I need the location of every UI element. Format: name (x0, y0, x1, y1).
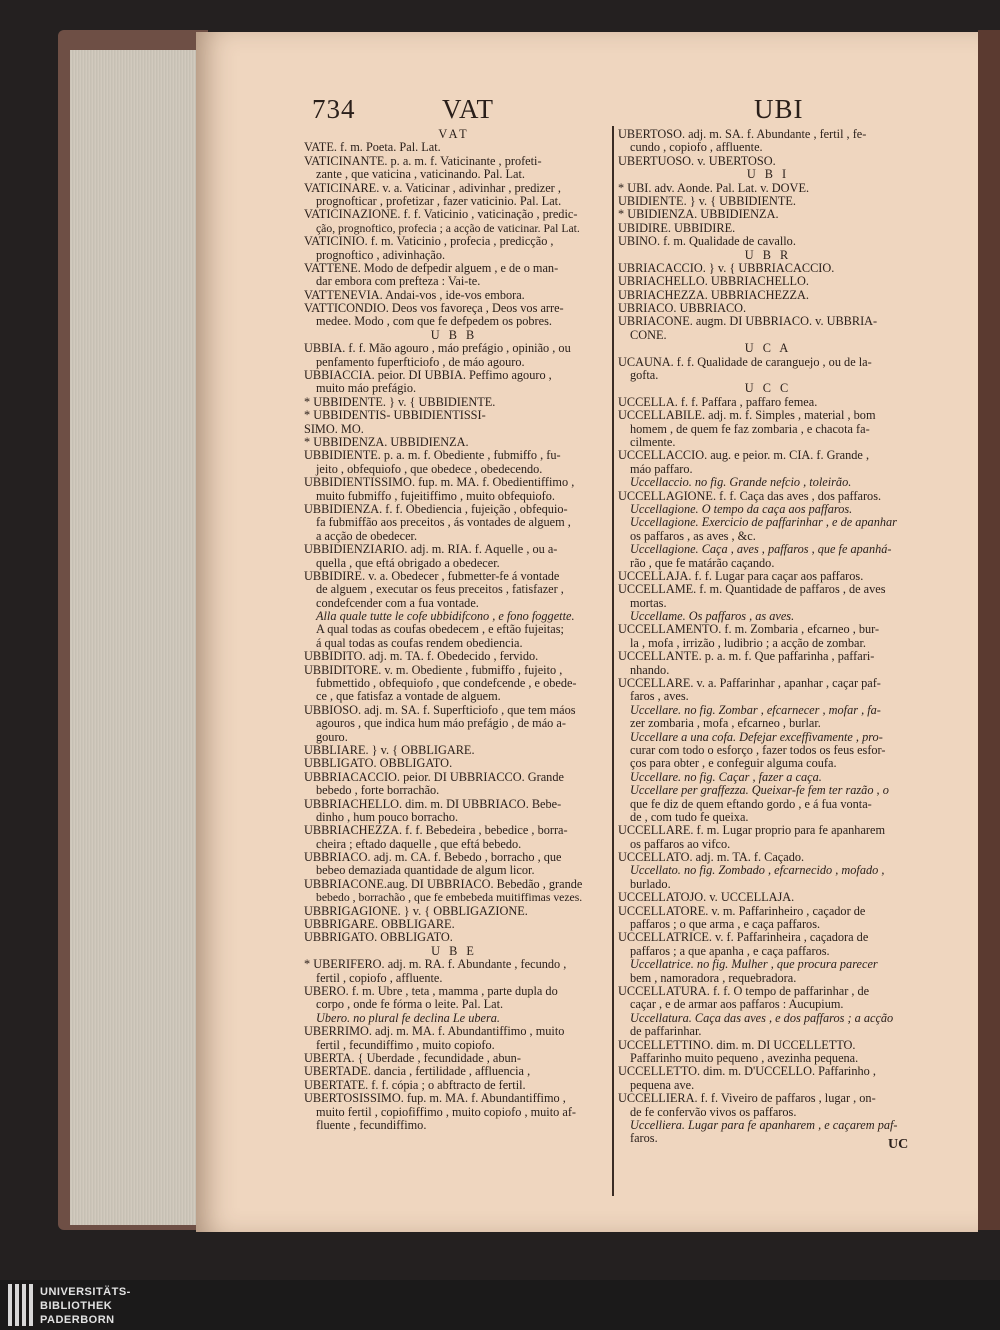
entry-line: muito máo prefágio. (316, 382, 417, 396)
entry-line: UBBIOSO. adj. m. SA. f. Superfticiofo , que tem máos (304, 703, 576, 717)
entry-line: bebedo , forte borrachão. (316, 784, 440, 798)
entry-line: UBBIDIENZIARIO. adj. m. RIA. f. Aquelle , ou a- (304, 543, 558, 557)
entry-line: bebedo , borrachão , que fe embebeda muitiffimas vezes. (316, 891, 583, 905)
entry-line: UCCELLETTINO. dim. m. DI UCCELLETTO. (618, 1038, 856, 1052)
running-head-left: VAT (442, 94, 495, 124)
entry-line: SIMO. MO. (304, 422, 364, 436)
entry-line: dar embora com prefteza : Vai-te. (316, 275, 481, 289)
entry-line: ços para obter , e confeguir alguma coufa. (630, 757, 837, 771)
entry-line: UBBRIACACCIO. peior. DI UBBRIACCO. Grande (304, 770, 564, 784)
entry-line: UCCELLABILE. adj. m. f. Simples , material , bom (618, 409, 876, 423)
entry-line: UCCELLARE. f. m. Lugar proprio para fe apanharem (618, 824, 886, 838)
entry-line: ce , que fatisfaz a vontade de alguem. (316, 690, 501, 704)
entry-line: mortas. (630, 596, 667, 610)
entry-line: UBBIDIRE. v. a. Obedecer , fubmetter-fe á vontade (304, 569, 560, 583)
entry-line: á qual todas as coufas rendem obediencia. (316, 636, 523, 650)
entry-line: UBERTUOSO. v. UBERTOSO. (618, 154, 776, 168)
entry-line: zante , que vaticina , vaticinando. Pal. Lat. (316, 168, 525, 182)
entry-line: * UBERIFERO. adj. m. RA. f. Abundante , fecundo , (304, 958, 567, 972)
entry-line: UBRIACO. UBBRIACO. (618, 302, 747, 316)
entry-line: UBBRIACHEZZA. f. f. Bebedeira , bebedice , borra- (304, 824, 568, 838)
catchword: UC (888, 1137, 909, 1152)
entry-line: bebeo demaziada quantidade de algum licor. (316, 864, 535, 878)
entry-line: * UBBIDENZA. UBBIDIENZA. (304, 435, 469, 449)
entry-line: Uccellare. no fig. Zombar , efcarnecer , mofar , fa- (630, 703, 881, 717)
entry-line: UBBRIACO. adj. m. CA. f. Bebedo , borracho , que (304, 851, 562, 865)
entry-line: UCCELLIERA. f. f. Viveiro de paffaros , lugar , on- (618, 1092, 876, 1106)
entry-line: faros , aves. (630, 690, 689, 704)
section-heading: U B I (746, 168, 790, 182)
entry-line: nhando. (630, 663, 670, 677)
entry-line: UBBRIGARE. OBBLIGARE. (304, 918, 455, 932)
entry-line: VATICINARE. v. a. Vaticinar , adivinhar , predizer , (304, 181, 561, 195)
entry-line: de fe confervão vivos os paffaros. (630, 1105, 797, 1119)
entry-line: Uccellare. no fig. Caçar , fazer a caça. (630, 770, 822, 784)
entry-line: UBIDIRE. UBBIDIRE. (618, 221, 736, 235)
section-heading: VAT (438, 128, 470, 141)
entry-line: UCCELLETTO. dim. m. D'UCCELLO. Paffarinho , (618, 1065, 876, 1079)
library-logo-icon (8, 1284, 34, 1326)
entry-line: os paffaros ao vifco. (630, 837, 731, 851)
entry-line: caçar , e de armar aos paffaros : Aucupium. (630, 998, 844, 1012)
entry-line: UCAUNA. f. f. Qualidade de caranguejo , ou de la- (618, 355, 872, 369)
entry-line: UCCELLAMENTO. f. m. Zombaria , efcarneo , bur- (618, 623, 880, 637)
entry-line: Ubero. no plural fe declina Le ubera. (316, 1011, 500, 1025)
entry-line: UCCELLATOJO. v. UCCELLAJA. (618, 891, 795, 905)
entry-line: UBERTA. { Uberdade , fecundidade , abun- (304, 1051, 521, 1065)
entry-line: UCCELLACCIO. aug. e peior. m. CIA. f. Grande , (618, 449, 870, 463)
entry-line: pequena ave. (630, 1078, 695, 1092)
entry-line: paffaros ; a que apanha , e caça paffaros. (630, 944, 830, 958)
left-column (304, 128, 604, 1132)
library-name-line3: PADERBORN (40, 1314, 115, 1326)
entry-line: Alla quale tutte le cofe ubbidifcono , e fono foggette. (316, 610, 575, 624)
library-name-line2: BIBLIOTHEK (40, 1300, 113, 1312)
entry-line: UCCELLANTE. p. a. m. f. Que paffarinha , paffari- (618, 650, 875, 664)
entry-line: UCCELLATORE. v. m. Paffarinheiro , caçador de (618, 904, 866, 918)
entry-line: gofta. (630, 369, 659, 383)
entry-line: VATTENEVIA. Andai-vos , ide-vos embora. (304, 288, 525, 302)
entry-line: zer zombaria , mofa , efcarneo , burlar. (630, 717, 821, 731)
entry-line: rão , que fe matárão caçando. (630, 556, 775, 570)
entry-line: UBBIACCIA. peior. DI UBBIA. Peffimo agouro , (304, 369, 552, 383)
entry-line: curar com todo o esforço , fazer todos os feus esfor- (630, 743, 886, 757)
entry-line: de , com tudo fe queixa. (630, 810, 749, 824)
entry-line: UBERTADE. dancia , fertilidade , affluencia , (304, 1065, 531, 1079)
dictionary-page (196, 32, 978, 1232)
entry-line: dinho , hum pouco borracho. (316, 810, 459, 824)
entry-line: UBBLIGATO. OBBLIGATO. (304, 757, 453, 771)
entry-line: homem , de quem fe faz zombaria , e chacota fa- (630, 422, 870, 436)
entry-line: UCCELLAME. f. m. Quantidade de paffaros , de aves (618, 583, 886, 597)
entry-line: fluente , fecundiffimo. (316, 1118, 427, 1132)
entry-line: que fe diz de quem eftando gordo , e á fua vonta- (630, 797, 872, 811)
entry-line: UBBIDITORE. v. m. Obediente , fubmiffo , fujeito , (304, 663, 563, 677)
library-footer (0, 1280, 1000, 1330)
running-head-right: UBI (754, 94, 804, 124)
entry-line: Uccelliera. Lugar para fe apanharem , e caçarem paf- (630, 1118, 898, 1132)
entry-line: * UBI. adv. Aonde. Pal. Lat. v. DOVE. (618, 181, 810, 195)
entry-line: de paffarinhar. (630, 1025, 702, 1039)
entry-line: muito fubmiffo , fujeitiffimo , muito obfequiofo. (316, 489, 555, 503)
entry-line: VATE. f. m. Poeta. Pal. Lat. (304, 141, 441, 155)
section-heading: U B R (744, 248, 792, 262)
entry-line: os paffaros , as aves , &c. (630, 529, 756, 543)
entry-line: ção, prognoftico, profecia ; a acção de vaticinar. Pal Lat. (316, 221, 580, 235)
entry-line: Uccellame. Os paffaros , as aves. (630, 610, 795, 624)
entry-line: UBINO. f. m. Qualidade de cavallo. (618, 235, 796, 249)
entry-line: cundo , copiofo , affluente. (630, 141, 763, 155)
entry-line: UBBIDITO. adj. m. TA. f. Obedecido , fervido. (304, 650, 539, 664)
entry-line: * UBBIDENTE. } v. { UBBIDIENTE. (304, 395, 496, 409)
entry-line: prognoftico , adivinhação. (316, 248, 446, 262)
entry-line: condefcender com a fua vontade. (316, 596, 479, 610)
entry-line: cilmente. (630, 435, 676, 449)
section-heading: U C A (744, 342, 792, 356)
entry-line: A qual todas as coufas obedecem , e eftão fujeitas; (316, 623, 564, 637)
entry-line: máo paffaro. (630, 462, 693, 476)
entry-line: Uccellagione. Caça , aves , paffaros , que fe apanhá- (630, 543, 892, 557)
entry-line: Uccellare a una cofa. Defejar exceffivamente , pro- (630, 730, 883, 744)
right-column (618, 128, 918, 1146)
entry-line: UBIDIENTE. } v. { UBBIDIENTE. (618, 194, 797, 208)
entry-line: UBERTOSO. adj. m. SA. f. Abundante , fertil , fe- (618, 128, 867, 141)
entry-line: Uccellatrice. no fig. Mulher , que procura parecer (630, 958, 878, 972)
entry-line: paffaros ; o que arma , e caça paffaros. (630, 918, 821, 932)
entry-line: Uccellaccio. no fig. Grande nefcio , toleirão. (630, 476, 852, 490)
entry-line: UBRIACHELLO. UBBRIACHELLO. (618, 275, 809, 289)
entry-line: Uccellato. no fig. Zombado , efcarnecido , mofado , (630, 864, 885, 878)
entry-line: bem , namoradora , requebradora. (630, 971, 797, 985)
entry-line: UBRIACHEZZA. UBBRIACHEZZA. (618, 288, 809, 302)
entry-line: agouros , que indica hum máo prefágio , de máo a- (316, 717, 566, 731)
page-number: 734 (312, 94, 356, 124)
entry-line: medee. Modo , com que fe defpedem os pobres. (316, 315, 552, 329)
entry-line: fertil , copiofo , affluente. (316, 971, 443, 985)
page-edges (70, 50, 198, 1225)
entry-line: UBERTOSISSIMO. fup. m. MA. f. Abundantiffimo , (304, 1092, 566, 1106)
entry-line: UCCELLATO. adj. m. TA. f. Caçado. (618, 851, 805, 865)
entry-line: UBRIACONE. augm. DI UBBRIACO. v. UBBRIA- (618, 315, 878, 329)
entry-line: UBBRIACONE.aug. DI UBBRIACO. Bebedão , grande (304, 877, 583, 891)
entry-line: UBBIDIENTE. p. a. m. f. Obediente , fubmiffo , fu- (304, 449, 561, 463)
entry-line: UBBLIARE. } v. { OBBLIGARE. (304, 743, 475, 757)
entry-line: VATICINIO. f. m. Vaticinio , profecia , predicção , (304, 235, 554, 249)
entry-line: prognofticar , profetizar , fazer vaticinio. Pal. Lat. (316, 194, 562, 208)
column-rule (612, 126, 614, 1196)
entry-line: UCCELLATRICE. v. f. Paffarinheira , caçadora de (618, 931, 869, 945)
entry-line: UBRIACACCIO. } v. { UBBRIACACCIO. (618, 261, 835, 275)
entry-line: corpo , onde fe fórma o leite. Pal. Lat. (316, 998, 504, 1012)
entry-line: VATTICONDIO. Deos vos favoreça , Deos vos arre- (304, 302, 564, 316)
entry-line: a acção de obedecer. (316, 529, 418, 543)
entry-line: faros. (630, 1132, 658, 1146)
entry-line: UBBIA. f. f. Mão agouro , máo prefágio , opinião , ou (304, 342, 571, 356)
entry-line: Uccellagione. O tempo da caça aos paffaros. (630, 502, 853, 516)
entry-line: UBERTATE. f. f. cópia ; o abftracto de fertil. (304, 1078, 526, 1092)
entry-line: UCCELLA. f. f. Paffara , paffaro femea. (618, 395, 818, 409)
entry-line: VATTENE. Modo de defpedir alguem , e de o man- (304, 261, 559, 275)
entry-line: UBERRIMO. adj. m. MA. f. Abundantiffimo , muito (304, 1025, 565, 1039)
entry-line: UCCELLAJA. f. f. Lugar para caçar aos paffaros. (618, 569, 864, 583)
entry-line: gouro. (316, 730, 348, 744)
entry-line: burlado. (630, 877, 671, 891)
section-heading: U B B (430, 328, 478, 342)
entry-line: jeito , obfequiofo , que obedece , obedecendo. (316, 462, 543, 476)
entry-line: VATICINANTE. p. a. m. f. Vaticinante , profeti- (304, 154, 542, 168)
entry-line: Uccellare per graffezza. Queixar-fe fem ter razão , o (630, 784, 889, 798)
next-page-edge (978, 30, 1000, 1230)
entry-line: UCCELLARE. v. a. Paffarinhar , apanhar , caçar paf- (618, 677, 881, 691)
entry-line: UCCELLAGIONE. f. f. Caça das aves , dos paffaros. (618, 489, 882, 503)
entry-line: UBBRIACHELLO. dim. m. DI UBBRIACO. Bebe- (304, 797, 562, 811)
entry-line: penfamento fuperfticiofo , de máo agouro. (316, 355, 525, 369)
entry-line: UBERO. f. m. Ubre , teta , mamma , parte dupla do (304, 985, 558, 998)
entry-line: UBBIDIENTISSIMO. fup. m. MA. f. Obedientiffimo , (304, 476, 575, 490)
section-heading: U C C (744, 382, 792, 396)
entry-line: Paffarinho muito pequeno , avezinha pequena. (630, 1051, 859, 1065)
entry-line: fertil , fecundiffimo , muito copiofo. (316, 1038, 495, 1052)
entry-line: UCCELLATURA. f. f. O tempo de paffarinhar , de (618, 985, 870, 998)
entry-line: fubmettido , obfequiofo , que condefcende , e obede- (316, 677, 577, 691)
entry-line: cheira ; eftado daquelle , que eftá bebedo. (316, 837, 522, 851)
entry-line: fa fubmiffão aos preceitos , ás vontades de alguem , (316, 516, 571, 530)
entry-line: UBBRIGAGIONE. } v. { OBBLIGAZIONE. (304, 904, 528, 918)
entry-line: * UBBIDENTIS- UBBIDIENTISSI- (304, 409, 486, 423)
entry-line: de alguem , executar os feus preceitos , fatisfazer , (316, 583, 564, 597)
entry-line: UBBRIGATO. OBBLIGATO. (304, 931, 453, 945)
entry-line: VATICINAZIONE. f. f. Vaticinio , vaticinação , predic- (304, 208, 578, 222)
entry-line: CONE. (630, 328, 667, 342)
entry-line: la , mofa , irrizão , ludibrio ; a acção de zombar. (630, 636, 866, 650)
entry-line: Uccellagione. Exercicio de paffarinhar , e de apanhar (630, 516, 897, 530)
section-heading: U B E (431, 944, 477, 958)
entry-line: UBBIDIENZA. f. f. Obediencia , fujeição , obfequio- (304, 502, 568, 516)
entry-line: Uccellatura. Caça das aves , e dos paffaros ; a acção (630, 1011, 894, 1025)
entry-line: quella , que eftá obrigado a obedecer. (316, 556, 500, 570)
library-name-line1: UNIVERSITÄTS- (40, 1286, 131, 1298)
entry-line: muito fertil , copiofiffimo , muito copiofo , muito af- (316, 1105, 577, 1119)
entry-line: * UBIDIENZA. UBBIDIENZA. (618, 208, 779, 222)
